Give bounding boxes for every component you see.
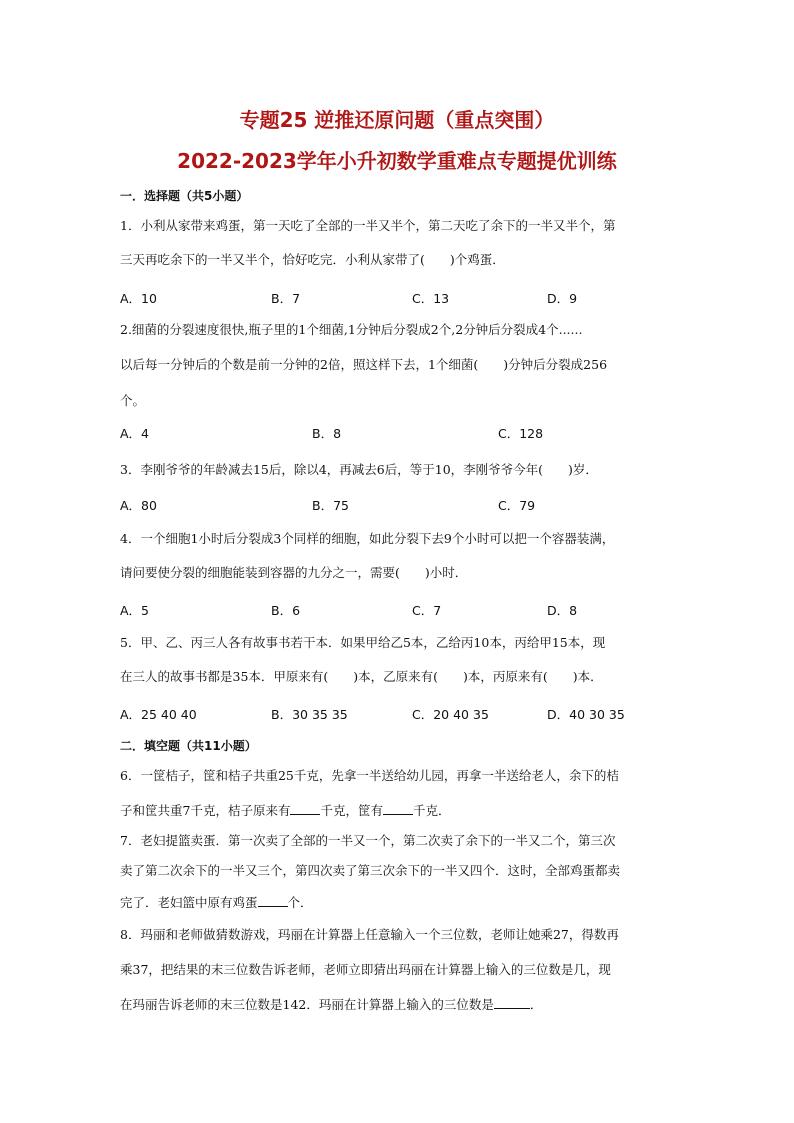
question-5-option-d[interactable]: D．40 30 35 — [547, 707, 625, 722]
question-8-line-3 — [120, 996, 542, 1013]
question-2-line-2: 以后每一分钟后的个数是前一分钟的2倍，照这样下去，1个细菌( )分钟后分裂成256 — [120, 357, 608, 372]
question-1-line-1: 1．小利从家带来鸡蛋，第一天吃了全部的一半又半个，第二天吃了余下的一半又半个，第 — [120, 218, 616, 233]
question-1-line-2: 三天再吃余下的一半又半个，恰好吃完．小利从家带了( )个鸡蛋． — [120, 252, 505, 267]
question-6-line-1: 6．一筐桔子，筐和桔子共重25千克，先拿一半送给幼儿园，再拿一半送给老人，余下的桔 — [120, 768, 619, 783]
question-2-line-1: 2.细菌的分裂速度很快,瓶子里的1个细菌,1分钟后分裂成2个,2分钟后分裂成4个...... — [120, 322, 583, 337]
section-heading-fill: 二．填空题（共11小题） — [120, 739, 257, 753]
question-6-blank-oranges[interactable] — [290, 802, 320, 815]
page-subtitle: 2022-2023学年小升初数学重难点专题提优训练 — [177, 149, 617, 173]
question-6-text-b: 千克，筐有 — [320, 803, 383, 818]
question-6-blank-basket[interactable] — [383, 802, 413, 815]
question-6-text-c: 千克． — [412, 803, 451, 818]
question-7-text-a: 完了．老妇篮中原有鸡蛋 — [120, 895, 258, 910]
question-8-text-a: 在玛丽告诉老师的末三位数是142．玛丽在计算器上输入的三位数是 — [120, 997, 494, 1012]
question-1-option-b[interactable]: B．7 — [271, 291, 301, 306]
question-8-text-b: ． — [529, 997, 543, 1012]
question-7-line-2: 卖了第二次余下的一半又三个，第四次卖了第三次余下的一半又四个．这时，全部鸡蛋都卖 — [120, 863, 621, 878]
question-4-line-1: 4．一个细胞1小时后分裂成3个同样的细胞，如此分裂下去9个小时可以把一个容器装满， — [120, 531, 615, 546]
question-5-line-1: 5．甲、乙、丙三人各有故事书若干本．如果甲给乙5本，乙给丙10本，丙给甲15本，现 — [120, 635, 606, 650]
question-7-line-3 — [120, 894, 313, 911]
section-heading-choice: 一．选择题（共5小题） — [120, 189, 249, 203]
question-1-option-c[interactable]: C．13 — [412, 291, 450, 306]
question-4-option-d[interactable]: D．8 — [547, 603, 578, 618]
question-7-line-1: 7．老妇提篮卖蛋．第一次卖了全部的一半又一个，第二次卖了余下的一半又二个，第三次 — [120, 833, 616, 848]
question-6-line-2 — [120, 802, 451, 819]
question-3-line-1: 3．李刚爷爷的年龄减去15后，除以4，再减去6后，等于10，李刚爷爷今年( )岁． — [120, 462, 598, 477]
question-4-option-c[interactable]: C．7 — [412, 603, 442, 618]
question-2-option-c[interactable]: C．128 — [498, 426, 544, 441]
question-7-blank-eggs[interactable] — [258, 894, 288, 907]
question-6-text-a: 子和筐共重7千克，桔子原来有 — [120, 803, 291, 818]
question-1-option-d[interactable]: D．9 — [547, 291, 578, 306]
question-3-option-b[interactable]: B．75 — [312, 498, 349, 513]
question-2-line-3: 个。 — [120, 393, 146, 408]
question-8-line-1: 8．玛丽和老师做猜数游戏，玛丽在计算器上任意输入一个三位数，老师让她乘27，得数再 — [120, 927, 619, 942]
question-8-blank-number[interactable] — [494, 996, 530, 1009]
page-title: 专题25 逆推还原问题（重点突围） — [239, 108, 555, 132]
question-7-text-b: 个． — [287, 895, 313, 910]
question-2-option-b[interactable]: B．8 — [312, 426, 342, 441]
question-3-option-a[interactable]: A．80 — [120, 498, 157, 513]
question-5-option-a[interactable]: A．25 40 40 — [120, 707, 197, 722]
question-4-line-2: 请问要使分裂的细胞能装到容器的九分之一，需要( )小时． — [120, 565, 468, 580]
question-2-option-a[interactable]: A．4 — [120, 426, 150, 441]
question-8-line-2: 乘37，把结果的末三位数告诉老师，老师立即猜出玛丽在计算器上输入的三位数是几，现 — [120, 962, 611, 977]
question-5-option-c[interactable]: C．20 40 35 — [412, 707, 489, 722]
question-4-option-b[interactable]: B．6 — [271, 603, 301, 618]
question-3-option-c[interactable]: C．79 — [498, 498, 536, 513]
question-5-option-b[interactable]: B．30 35 35 — [271, 707, 348, 722]
question-5-line-2: 在三人的故事书都是35本．甲原来有( )本，乙原来有( )本，丙原来有( )本． — [120, 669, 603, 684]
question-1-option-a[interactable]: A．10 — [120, 291, 157, 306]
question-4-option-a[interactable]: A．5 — [120, 603, 150, 618]
